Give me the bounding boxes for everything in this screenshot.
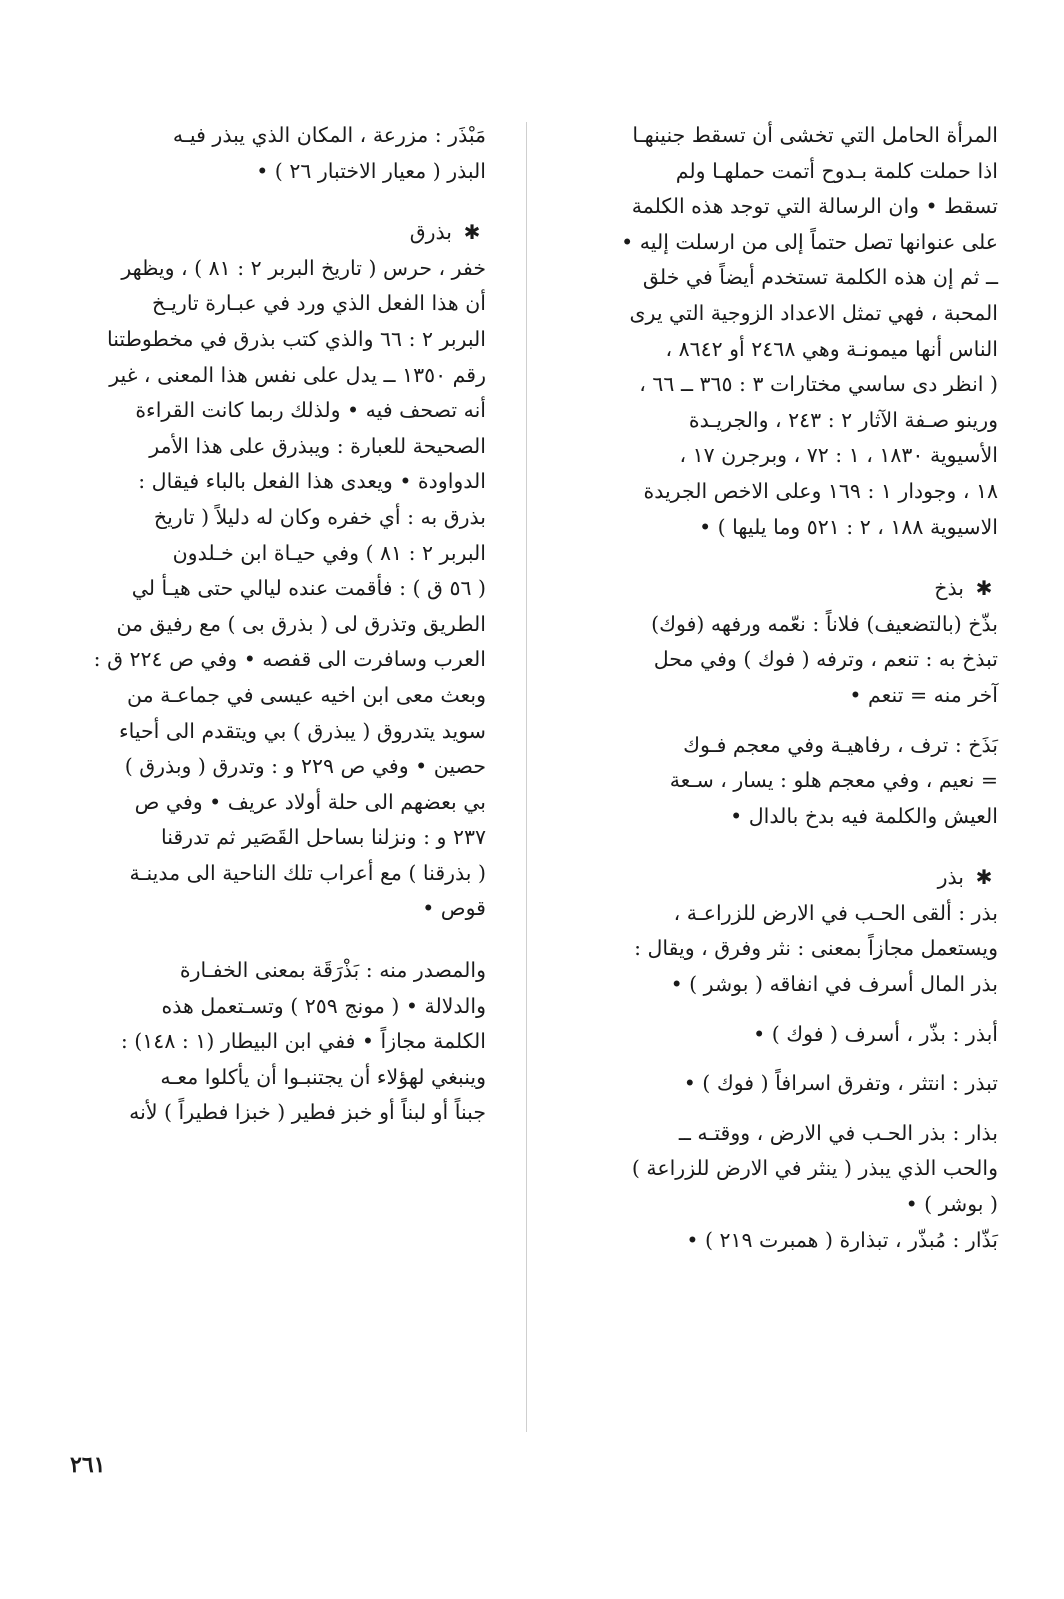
- text-line: البذر ( معيار الاختبار ٢٦ ) •: [256, 158, 486, 183]
- entry-headword: بذر: [937, 865, 964, 890]
- text-line: والحب الذي يبذر ( ينثر في الارض للزراعة ): [631, 1156, 998, 1181]
- text-line: ( بوشر ) •: [905, 1192, 998, 1217]
- text-line: على عنوانها تصل حتماً إلى من ارسلت إليه •: [621, 229, 998, 254]
- text-line: أنه تصحف فيه • ولذلك ربما كانت القراءة: [135, 398, 486, 423]
- text-line: وبعث معى ابن اخيه عيسى في جماعـة من: [126, 682, 486, 707]
- text-line: الاسيوية ١٨٨ ، ٢ : ٥٢١ وما يليها ) •: [699, 514, 998, 539]
- left-column: [66, 118, 486, 1131]
- text-line: الأسيوية ١٨٣٠ ، ١ : ٧٢ ، وبرجرن ١٧ ،: [679, 443, 998, 468]
- entry-headword: بذخ: [934, 576, 964, 601]
- text-line: بذرق به : أي خفره وكان له دليلاً ( تاريخ: [153, 504, 486, 529]
- text-line: بي بعضهم الى حلة أولاد عريف • وفي ص: [134, 789, 486, 814]
- text-line: خفر ، حرس ( تاريخ البربر ٢ : ٨١ ) ، ويظهر: [121, 255, 486, 280]
- text-line: رقم ١٣٥٠ ــ يدل على نفس هذا المعنى ، غير: [109, 362, 486, 387]
- text-line: حصين • وفي ص ٢٢٩ و : وتدرق ( وبذرق ): [124, 754, 486, 779]
- text-line: ورينو صـفة الآثار ٢ : ٢٤٣ ، والجريـدة: [688, 407, 998, 432]
- text-line: الدواودة • ويعدى هذا الفعل بالباء فيقال :: [138, 469, 486, 494]
- text-line: قوص •: [422, 896, 486, 921]
- entry-heading: [560, 571, 998, 607]
- text-line: وينبغي لهؤلاء أن يجتنبـوا أن يأكلوا معـه: [160, 1064, 486, 1089]
- paragraph-masdar: [66, 953, 486, 1131]
- text-line: آخر منه = تنعم •: [849, 682, 998, 707]
- text-line: ويستعمل مجازاً بمعنى : نثر وفرق ، ويقال :: [634, 936, 998, 961]
- text-line: المرأة الحامل التي تخشى أن تسقط جنينهـا: [632, 123, 998, 147]
- text-line: الكلمة مجازاً • ففي ابن البيطار (١ : ١٤٨) :: [120, 1029, 486, 1054]
- text-line: والدلالة • ( مونج ٢٥٩ ) وتسـتعمل هذه: [161, 993, 486, 1018]
- page-number: ٢٦١: [70, 1452, 106, 1478]
- text-line: تسقط • وان الرسالة التي توجد هذه الكلمة: [631, 194, 998, 219]
- text-line: والمصدر منه : بَذْرَقَة بمعنى الخفـارة: [179, 958, 486, 983]
- text-line: أبذر : بذّر ، أسرف ( فوك ) •: [753, 1021, 998, 1046]
- text-line: البربر ٢ : ٦٦ والذي كتب بذرق في مخطوطتنا: [106, 326, 486, 351]
- text-line: ٢٣٧ و : ونزلنا بساحل القَصَير ثم تدرقنا: [160, 825, 486, 850]
- text-line: المحبة ، فهي تمثل الاعداد الزوجية التي يرى: [629, 300, 998, 325]
- entry-headword: بذرق: [409, 220, 452, 245]
- entry-badhraq: [66, 215, 486, 927]
- asterisk-icon: ✱: [975, 576, 993, 601]
- entry-heading: [560, 860, 998, 896]
- text-line: أن هذا الفعل الذي ورد في عبـارة تاريـخ: [151, 291, 486, 316]
- text-line: تبذخ به : تنعم ، وترفه ( فوك ) وفي محل: [653, 647, 998, 672]
- text-line: العرب وسافرت الى قفصه • وفي ص ٢٢٤ ق :: [93, 647, 486, 672]
- text-line: البربر ٢ : ٨١ ) وفي حيـاة ابن خـلدون: [172, 540, 486, 565]
- text-line: ( انظر دى ساسي مختارات ٣ : ٣٦٥ ــ ٦٦ ،: [639, 372, 998, 397]
- text-line: سويد يتدروق ( يبذرق ) بي ويتقدم الى أحياء: [118, 718, 486, 743]
- text-line: ــ ثم إن هذه الكلمة تستخدم أيضاً في خلق: [642, 265, 998, 290]
- text-line: الطريق وتذرق لى ( بذرق بى ) مع رفيق من: [116, 611, 486, 636]
- asterisk-icon: ✱: [975, 865, 993, 890]
- text-line: ( ٥٦ ق ) : فأقمت عنده ليالي حتى هيـأ لي: [131, 576, 486, 601]
- text-line: تبذر : انتثر ، وتفرق اسرافاً ( فوك ) •: [683, 1071, 998, 1096]
- entry-badhr: [560, 860, 998, 1258]
- continuation-paragraph: [560, 118, 998, 545]
- asterisk-icon: ✱: [463, 220, 481, 245]
- text-line: بذر : ألقى الحـب في الارض للزراعـة ،: [673, 900, 998, 925]
- text-line: بذار : بذر الحـب في الارض ، ووقتـه ــ: [678, 1120, 998, 1145]
- text-line: اذا حملت كلمة بـدوح أتمت حملهـا ولم: [675, 158, 998, 183]
- text-line: الصحيحة للعبارة : ويبذرق على هذا الأمر: [149, 433, 486, 458]
- text-line: بَذّار : مُبذّر ، تبذارة ( همبرت ٢١٩ ) •: [686, 1227, 998, 1252]
- text-line: العيش والكلمة فيه بدخ بالدال •: [730, 803, 998, 828]
- entry-mabdhar: [66, 118, 486, 189]
- column-divider: [526, 122, 527, 1432]
- text-line: = نعيم ، وفي معجم هلو : يسار ، سـعة: [669, 768, 998, 793]
- entry-badhkh: [560, 571, 998, 834]
- text-line: ١٨ ، وجودار ١ : ١٦٩ وعلى الاخص الجريدة: [643, 478, 998, 503]
- right-column: [560, 118, 998, 1258]
- text-line: جبناً أو لبناً أو خبز فطير ( خبزا فطيراً ) لأنه: [129, 1100, 486, 1125]
- entry-heading: [66, 215, 486, 251]
- text-line: بَذَخ : ترف ، رفاهيـة وفي معجم فـوك: [683, 732, 998, 757]
- text-line: مَبْذَر : مزرعة ، المكان الذي يبذر فيـه: [172, 123, 486, 147]
- text-line: الناس أنها ميمونـة وهي ٢٤٦٨ أو ٨٦٤٢ ،: [665, 336, 998, 361]
- text-line: ( بذرقنا ) مع أعراب تلك الناحية الى مدينـة: [129, 860, 486, 885]
- text-line: بذّخ (بالتضعيف) فلاناً : نعّمه ورفهه (فوك): [651, 611, 998, 636]
- text-line: بذر المال أسرف في انفاقه ( بوشر ) •: [670, 972, 998, 997]
